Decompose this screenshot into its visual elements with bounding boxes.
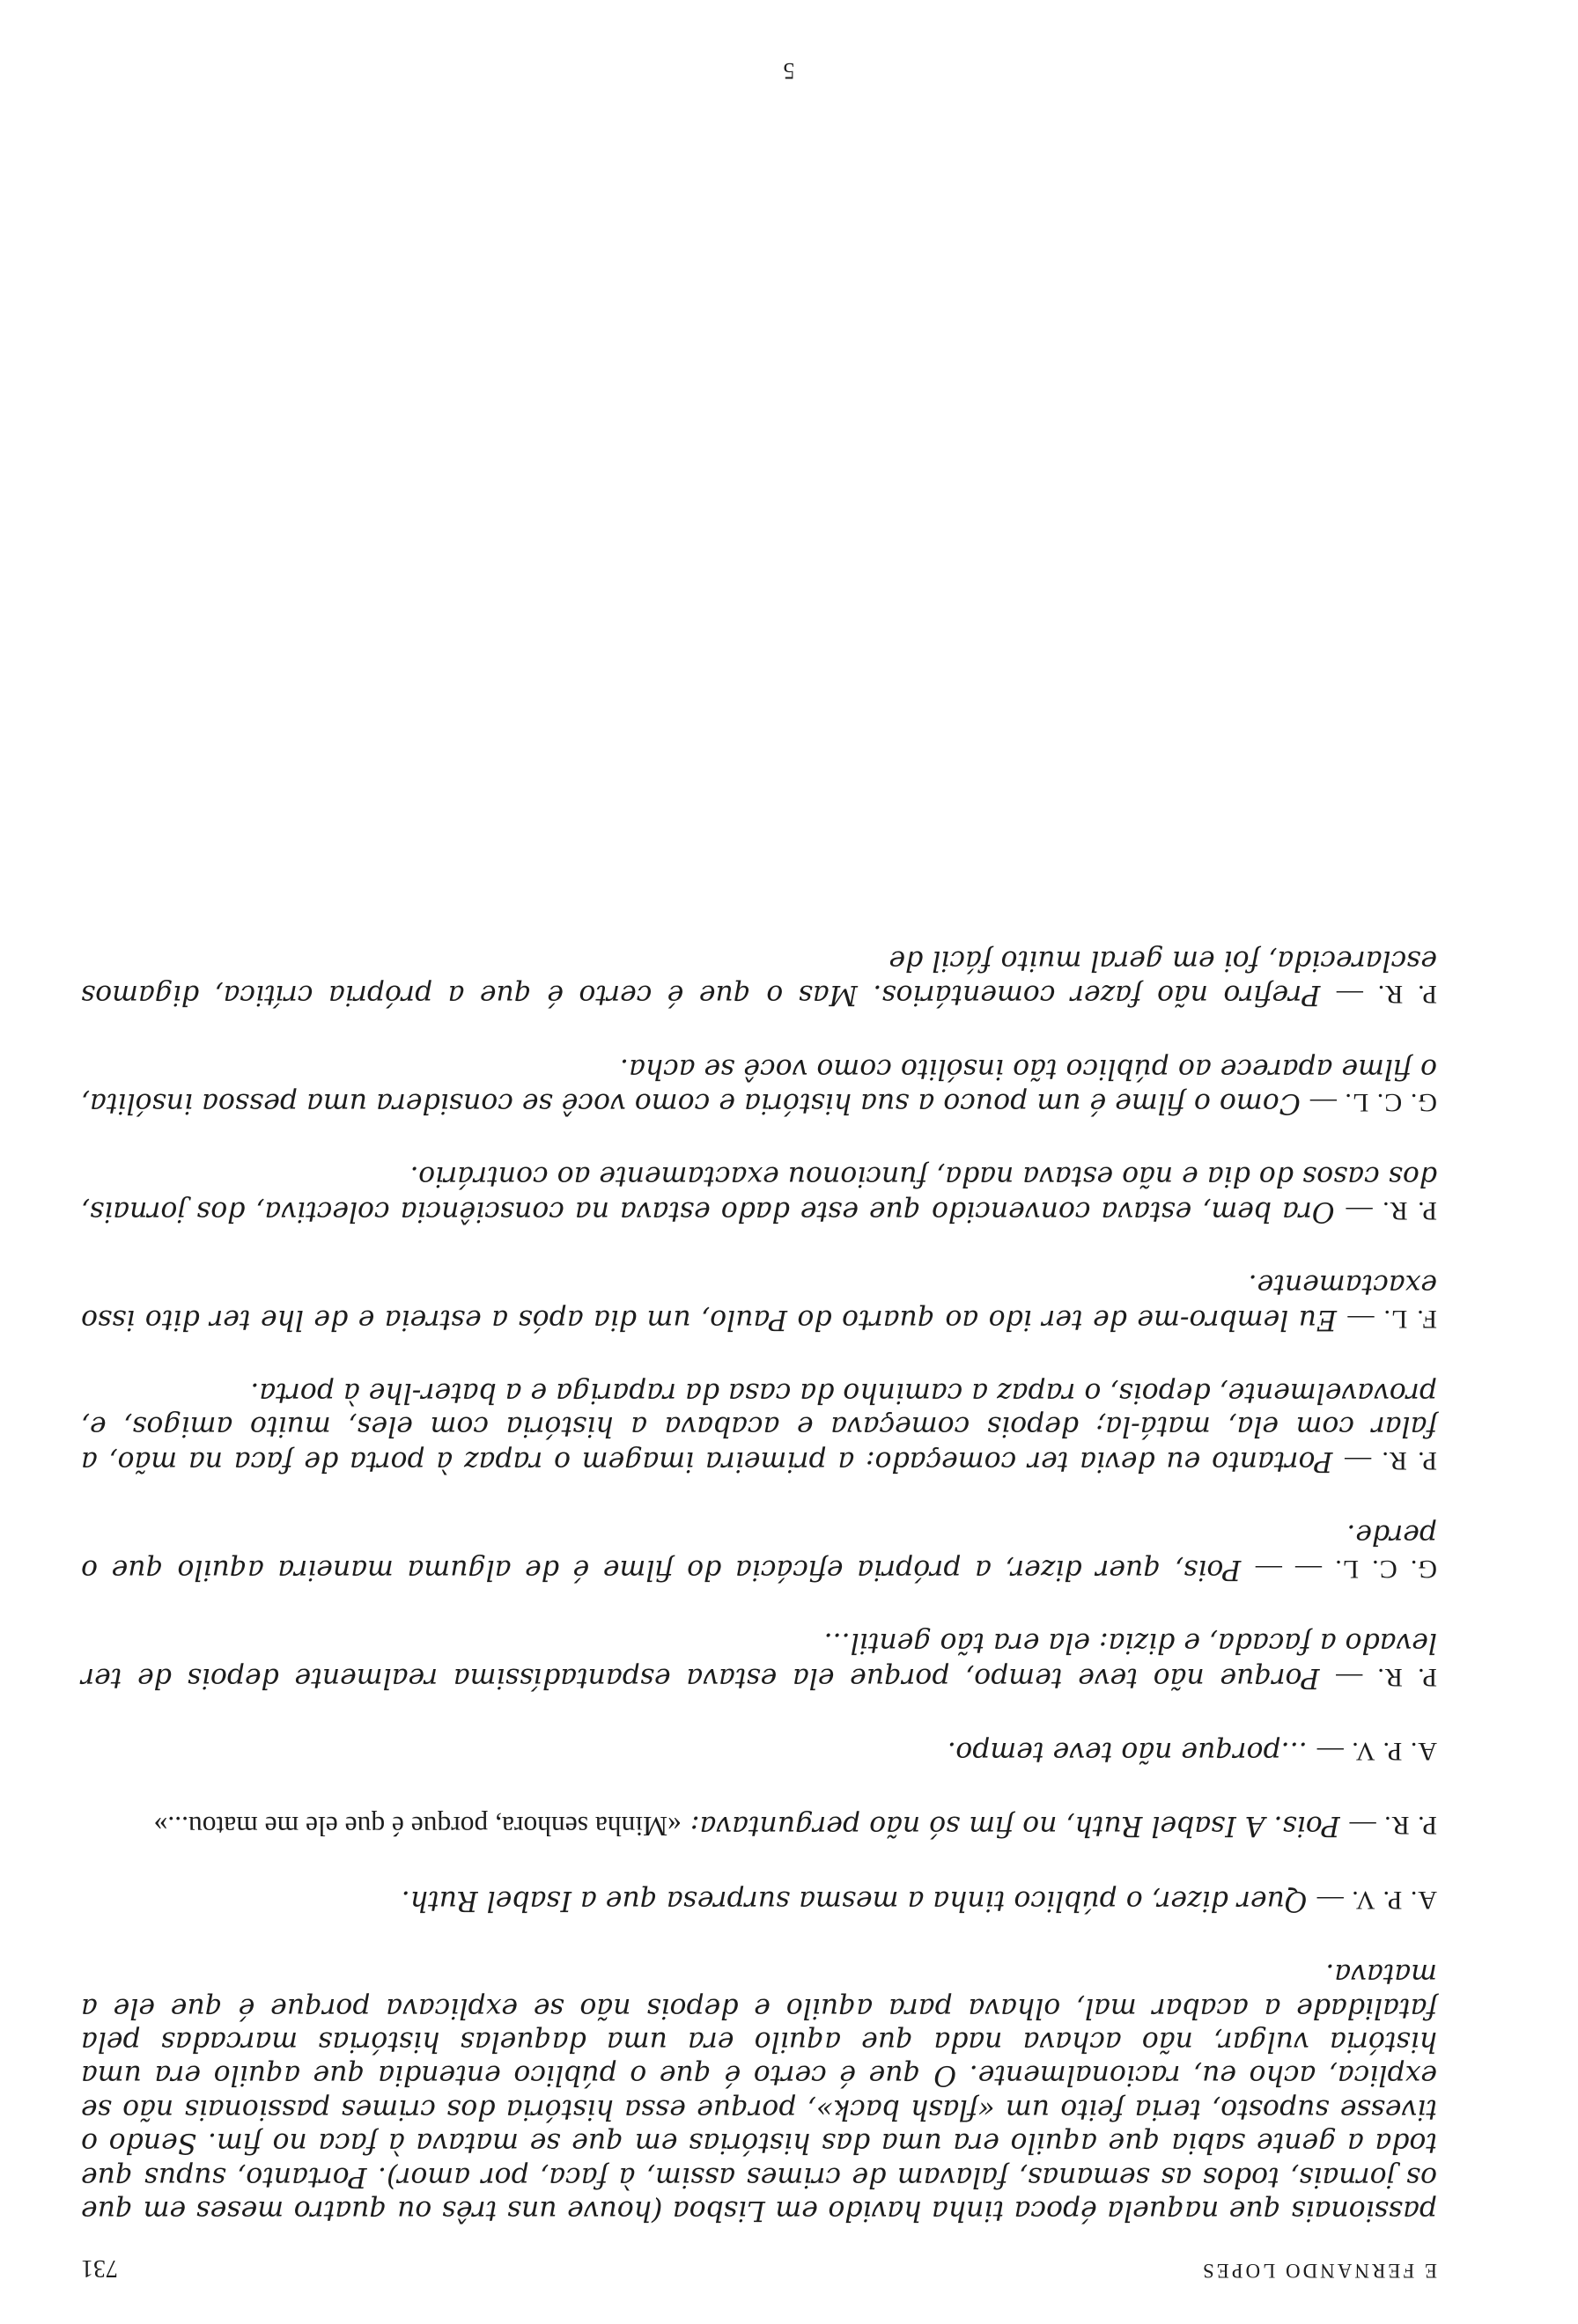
folio-number: 5 xyxy=(783,58,795,84)
speaker-label: P. R. — xyxy=(1345,1195,1437,1225)
speaker-label: F. L. — xyxy=(1346,1304,1437,1334)
exchange-text: Portanto eu devia ter começado: a primeira imagem o rapaz à porta de faca na mão, a falar com ela, matá-la; depois começava e acabava a história com eles, muito amigos, e, provavelmente, depois, o rapaz a caminho da casa da rapariga e a bater-lhe à porta. xyxy=(81,1377,1437,1477)
exchange-quote: «Minha senhora, porque é que ele me matou...» xyxy=(153,1811,682,1842)
exchange-paragraph xyxy=(81,1518,1437,1586)
page-header xyxy=(81,2247,1437,2282)
exchange-paragraph xyxy=(81,1051,1437,1120)
speaker-label: A. P. V. — xyxy=(1316,1736,1437,1766)
opening-paragraph: passionais que naquela época tinha havido em Lisboa (houve uns três ou quatro meses em que os jornais, todos as semanas, falavam de crimes assim, à faca, por amor). Portanto, supus que toda a gente sabia que aquilo era uma das histórias em que se matava à faca no fim. Sendo o tivesse suposto, teria feito um «flash back», porque essa história dos crimes passionais não se explica, acho eu, racionalmente. O que é certo é que o público entendia que aquilo era uma história vulgar, não achava nada que aquilo era uma daquelas histórias marcadas pela fatalidade a acabar mal, olhava para aquilo e depois não se explicava porque é que ele a matava. xyxy=(81,1958,1437,2226)
exchange-text: Prefiro não fazer comentários. Mas o que é certo é que a própria crítica, digamos esclarecida, foi em geral muito fácil de xyxy=(80,944,1437,1011)
exchange-text: Quer dizer, o público tinha a mesma surpresa que a Isabel Ruth. xyxy=(401,1884,1308,1916)
exchange-paragraph xyxy=(81,1159,1437,1228)
speaker-label: A. P. V. — xyxy=(1316,1885,1437,1915)
speaker-label: P. R. — xyxy=(1335,1662,1437,1692)
exchange-text: Eu lembro-me de ter ido ao quarto do Paulo, um dia após a estreia e de lhe ter dito isso exactamente. xyxy=(81,1269,1437,1335)
exchange-paragraph xyxy=(81,1376,1437,1478)
speaker-label: P. R. — xyxy=(1344,1445,1437,1475)
speaker-label: P. R. — xyxy=(1348,1811,1437,1841)
speaker-label: G. C. L. — — xyxy=(1254,1554,1437,1584)
exchange-text: Pois. A Isabel Ruth, no fim só não perguntava: xyxy=(681,1810,1340,1842)
exchange-paragraph xyxy=(81,1734,1437,1769)
exchange-paragraph xyxy=(81,1808,1437,1842)
exchange-paragraph xyxy=(81,943,1437,1011)
exchange-paragraph xyxy=(81,1268,1437,1336)
exchange-paragraph xyxy=(81,1626,1437,1695)
exchange-text: Como o filme é um pouco a sua história e como você se considera uma pessoa insólita, o filme aparece ao público tão insólito como você se acha. xyxy=(80,1052,1437,1120)
speaker-label: P. R. — xyxy=(1335,980,1437,1010)
speaker-label: G. C. L. — xyxy=(1309,1088,1437,1118)
page-number: 731 xyxy=(81,2254,118,2282)
interview-body xyxy=(81,943,1437,2227)
exchange-paragraph xyxy=(81,1882,1437,1916)
exchange-text: Ora bem, estava convencido que este dado estava na consciência colectiva, dos jornais, dos casos do dia e não estava nada, funcionou exactamente ao contrário. xyxy=(81,1160,1437,1227)
running-title: E FERNANDO LOPES xyxy=(1199,2260,1437,2282)
exchange-text: Pois, quer dizer, a própria eficácia do filme é de alguma maneira aquilo que o perde. xyxy=(80,1519,1437,1585)
exchange-text: ...porque não teve tempo. xyxy=(947,1735,1308,1768)
exchange-text: Porque não teve tempo, porque ela estava espantadíssima realmente depois de ter levado a facada, e dizia: ela era tão gentil... xyxy=(81,1627,1437,1694)
